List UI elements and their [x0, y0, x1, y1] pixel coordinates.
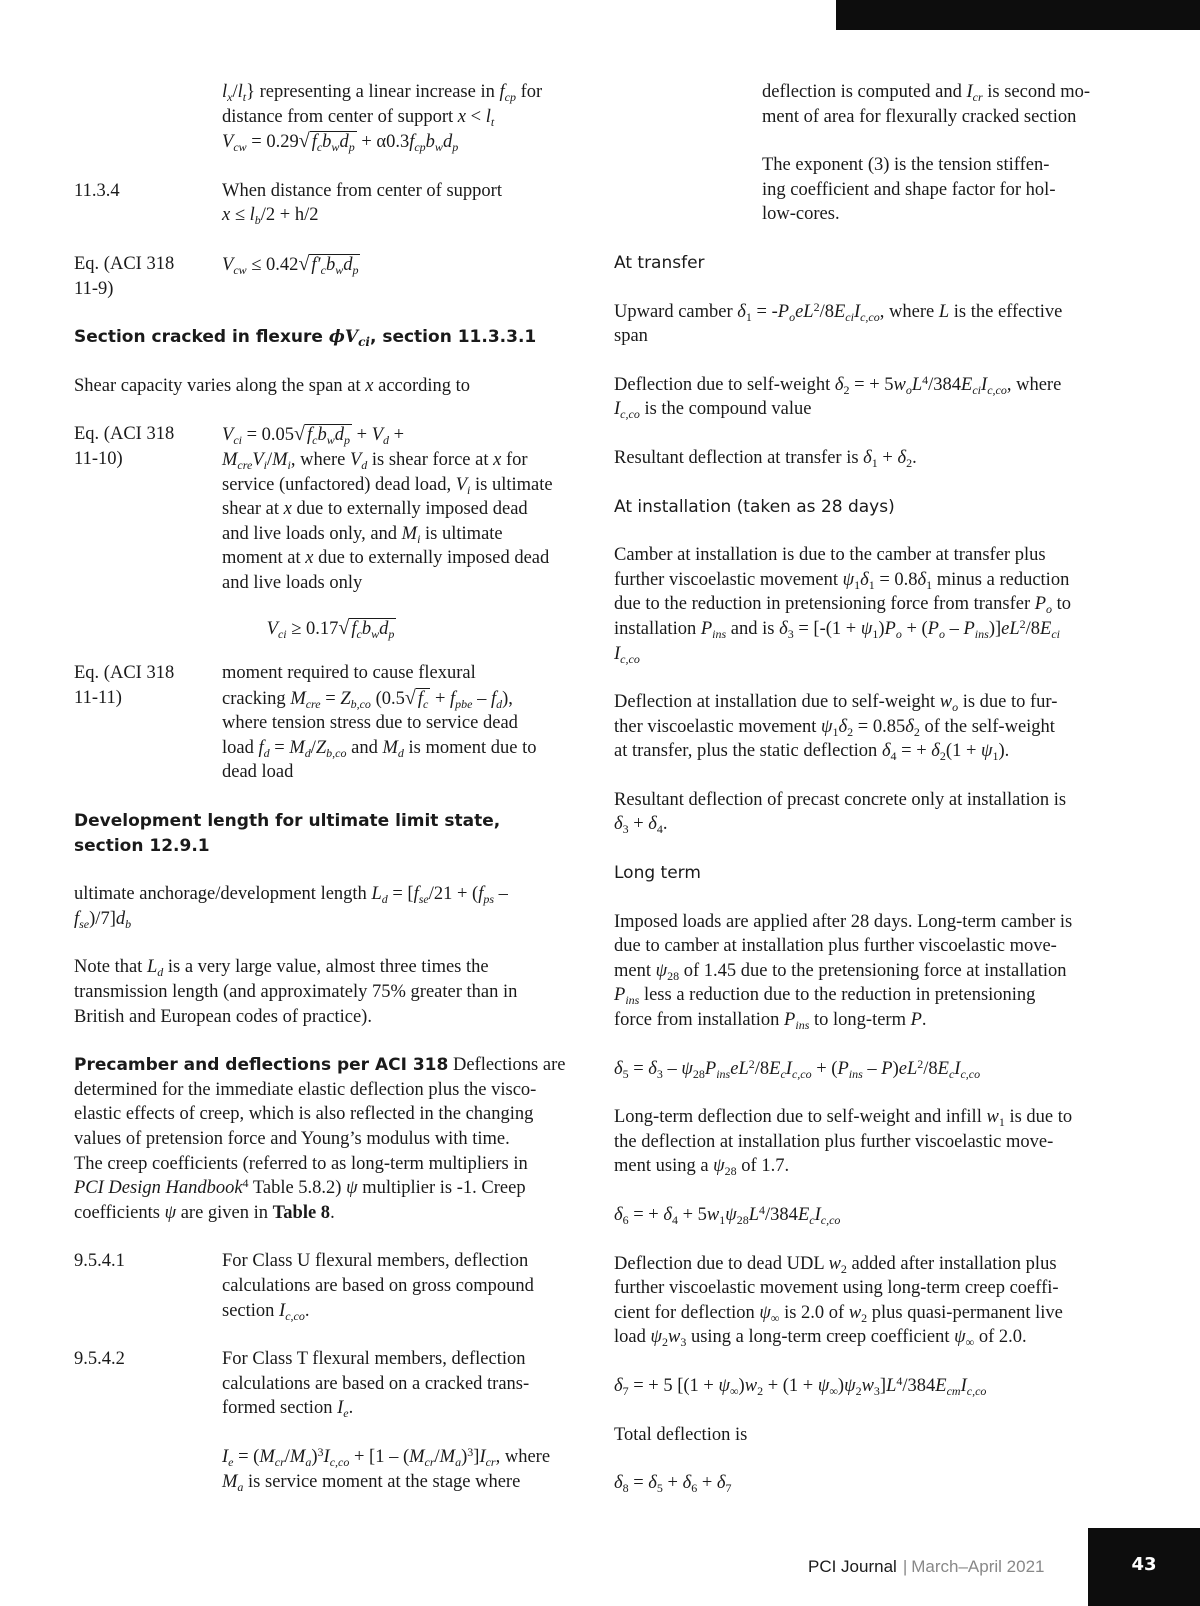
left-column: $l_x/l_t$} representing a linear increase in $f_{cp}$ for distance from center of support $x < l_t$ $V_{cw} = 0.29√$ $f_cb_wd_p + \alpha 0.3f_{cp}b_wd_p$ 11.3.4 When distance from center of support $x \le l_b/2 + h/2$ Eq. (ACI 318 11-9) $V_{cw} \le 0.42√$ $f'_cb_wd_p$ Section cracked in flexure $\phi V_{ci}$, section 11.3.3.1 Shear capacity varies along the span at x according to Eq. (ACI 318 11-10) $V_{ci} = 0.05√$ $f_cb_wd_p + V_d$ + $M_{cre}V_i/M_i$, where $V_d$ is shear force at x for service (unfactored) dead load, $V_i$ is ultimate shear at x due to externally imposed dead and live loads only, and $M_i$ is ultimate moment at x due to externally imposed dead and live loads only $V_{ci} \ge 0.17√$ $f_cb_wd_p$ Eq. (ACI 318 11-11) moment required to cause flexural cracking $M_{cre} = Z_{b,co}$ (0.5√ $f_c + f_{pbe} - f_d$), where tension stress due to service dead load $f_d = M_d/Z_{b,co}$ and $M_d$ is moment due to dead load Development length for ultimate limit state, section 12.9.1 ultimate anchorage/development length $L_d = [f_{se}/21 + (f_{ps}$ – $f_{se})/7]d_b$ Note that $L_d$ is a very large value, almost three times the transmission length (and approximately 75% greater than in British and European codes of practice). Precamber and deflections per ACI 318 Deflections are determined for the immediate elastic deflection plus the visco- elastic effects of creep, which is also reflected in the changing values of pretension force and Young’s modulus with time. The creep coefficients (referred to as long-term multipliers in PCI Design Handbook$^4$ Table 5.8.2) ψ multiplier is -1. Creep coefficients ψ are given in Table 8. 9.5.4.1 For Class U flexural members, deflection calculations are based on gross compound section $I_{c,co}$. 9.5.4.2 For Class T flexural members, deflection calculations are based on a cracked trans- formed section $I_e$. $I_e = (M_{cr}/M_a)^3I_{c,co} + [1 - (M_{cr}/M_a)^3]I_{cr}$, where $M_a$ is service moment at the stage where: [74, 80, 589, 1494]
section-9-5-4-1: 9.5.4.1 For Class U flexural members, deflection calculations are based on gross compound section $I_{c,co}$.: [74, 1251, 534, 1323]
eq-number: 11-10): [74, 448, 123, 469]
page-number: 43: [1088, 1528, 1200, 1606]
section-9-5-4-2: 9.5.4.2 For Class T flexural members, deflection calculations are based on a cracked trans- formed section $I_e$. $I_e = (M_{cr}/M_a)^3I_{c,co} + [1 - (M_{cr}/M_a)^3]I_{cr}$, where $M_a$ is service moment at the stage where: [74, 1349, 551, 1494]
eq-number: 11-9): [74, 278, 114, 299]
heading-cracked: Section cracked in flexure $\phi V_{ci}$, section 11.3.3.1: [74, 327, 537, 350]
section-11-3-4: 11.3.4 When distance from center of support $x \le l_b/2 + h/2$: [74, 179, 589, 228]
dev-length: ultimate anchorage/development length $L_d = [f_{se}/21 + (f_{ps}$ –: [74, 884, 508, 907]
heading-development-2: section 12.9.1: [74, 835, 210, 856]
precamber-paragraph: Precamber and deflections per ACI 318 Deflections are: [74, 1055, 566, 1076]
eq-label: Eq. (ACI 318: [74, 663, 175, 684]
eq-11-10: Eq. (ACI 318 11-10) $V_{ci} = 0.05√$ $f_cb_wd_p + V_d$ + $M_{cre}V_i/M_i$, where $V_d$ is shear force at x for service (unfactored) dead load, $V_i$ is ultimate shear at x due to externally imposed dead and live loads only, and $M_i$ is ultimate moment at x due to externally imposed dead and live loads only: [74, 423, 553, 593]
right-column: deflection is computed and $I_{cr}$ is second mo- ment of area for flexurally cracked section The exponent (3) is the tension stiffen- ing coefficient and shape factor for hol- low-cores. At transfer Upward camber $\delta_1 = -P_oeL^2/8E_{ci}I_{c,co}$, where L is the effective span Deflection due to self-weight $\delta_2$ = + $5w_oL^4/384E_{ci}I_{c,co}$, where $I_{c,co}$ is the compound value Resultant deflection at transfer is $\delta_1 + \delta_2$. At installation (taken as 28 days) Camber at installation is due to the camber at transfer plus further viscoelastic movement $\psi_1\delta_1 = 0.8\delta_1$ minus a reduction due to the reduction in pretensioning force from transfer $P_o$ to installation $P_{ins}$ and is $\delta_3 = [-(1 + \psi_1)P_o + (P_o - P_{ins})]eL^2/8E_{ci}$ $I_{c,co}$ Deflection at installation due to self-weight $w_o$ is due to fur- ther viscoelastic movement $\psi_1\delta_2 = 0.85\delta_2$ of the self-weight at transfer, plus the static deflection $\delta_4$ = + $\delta_2(1 + \psi_1)$. Resultant deflection of precast concrete only at installation is $\delta_3 + \delta_4$. Long term Imposed loads are applied after 28 days. Long-term camber is due to camber at installation plus further viscoelastic move- ment $\psi_{28}$ of 1.45 due to the pretensioning force at installation $P_{ins}$ less a reduction due to the reduction in pretensioning force from installation $P_{ins}$ to long-term P. $\delta_5 = \delta_3 - \psi_{28}P_{ins}eL^2/8E_cI_{c,co} + (P_{ins} - P)eL^2/8E_cI_{c,co}$ Long-term deflection due to self-weight and infill $w_1$ is due to the deflection at installation plus further viscoelastic move- ment using a $\psi_{28}$ of 1.7. $\delta_6$ = + $\delta_4 + 5w_1\psi_{28}L^4/384E_cI_{c,co}$ Deflection due to dead UDL $w_2$ added after installation plus further viscoelastic movement using long-term creep coeffi- cient for deflection $\psi_\infty$ is 2.0 of $w_2$ plus quasi-permanent live load $\psi_2w_3$ using a long-term creep coefficient $\psi_\infty$ of 2.0. $\delta_7$ = + 5 $[(1 + \psi_\infty)w_2 + (1 + \psi_\infty)\psi_2w_3]L^4/384E_{cm}I_{c,co}$ Total deflection is $\delta_8 = \delta_5 + \delta_6 + \delta_7$: [614, 80, 1129, 1496]
issue-date: March–April 2021: [911, 1557, 1045, 1576]
heading-at-transfer: At transfer: [614, 252, 705, 273]
intro-text: representing a linear increase in: [259, 82, 495, 102]
heading-development: Development length for ultimate limit state,: [74, 811, 501, 832]
page-footer: [808, 1557, 1045, 1577]
section-number: 11.3.4: [74, 180, 120, 201]
journal-name: PCI Journal: [808, 1557, 897, 1576]
vcw-block: $l_x/l_t$} representing a linear increase in $f_{cp}$ for distance from center of support $x < l_t$ $V_{cw} = 0.29√$ $f_cb_wd_p + \alpha 0.3f_{cp}b_wd_p$: [222, 82, 543, 155]
eq-11-11: Eq. (ACI 318 11-11) moment required to cause flexural cracking $M_{cre} = Z_{b,co}$ (0.5√ $f_c + f_{pbe} - f_d$), where tension stress due to service dead load $f_d = M_d/Z_{b,co}$ and $M_d$ is moment due to dead load: [74, 663, 537, 783]
eq-11-9: Eq. (ACI 318 11-9) $V_{cw} \le 0.42√$ $f'_cb_wd_p$: [74, 252, 589, 301]
top-black-bar: [836, 0, 1200, 30]
ie-continuation: deflection is computed and $I_{cr}$ is second mo- ment of area for flexurally cracked section The exponent (3) is the tension stiffen- ing coefficient and shape factor for hol- low-cores.: [762, 82, 1091, 225]
heading-long-term: Long term: [614, 863, 701, 884]
condition: /2 + h/2: [260, 205, 319, 226]
note: Note that $L_d$ is a very large value, almost three times the: [74, 957, 489, 980]
vcw-formula: = 0.29: [251, 132, 299, 153]
heading-at-installation: At installation (taken as 28 days): [614, 496, 895, 517]
eq-label: Eq. (ACI 318: [74, 424, 175, 445]
eq-label: Eq. (ACI 318: [74, 253, 175, 274]
vcw-limit: ≤ 0.42: [251, 254, 299, 275]
footer-separator: |: [902, 1557, 908, 1576]
vci-min: $V_{ci} \ge 0.17√$ $f_cb_wd_p$: [266, 616, 395, 641]
eq-number: 11-11): [74, 687, 122, 708]
shear-text: Shear capacity varies along the span at x according to: [74, 375, 471, 396]
intro-text-2: distance from center of support: [222, 106, 454, 127]
section-text: When distance from center of support: [222, 180, 502, 201]
